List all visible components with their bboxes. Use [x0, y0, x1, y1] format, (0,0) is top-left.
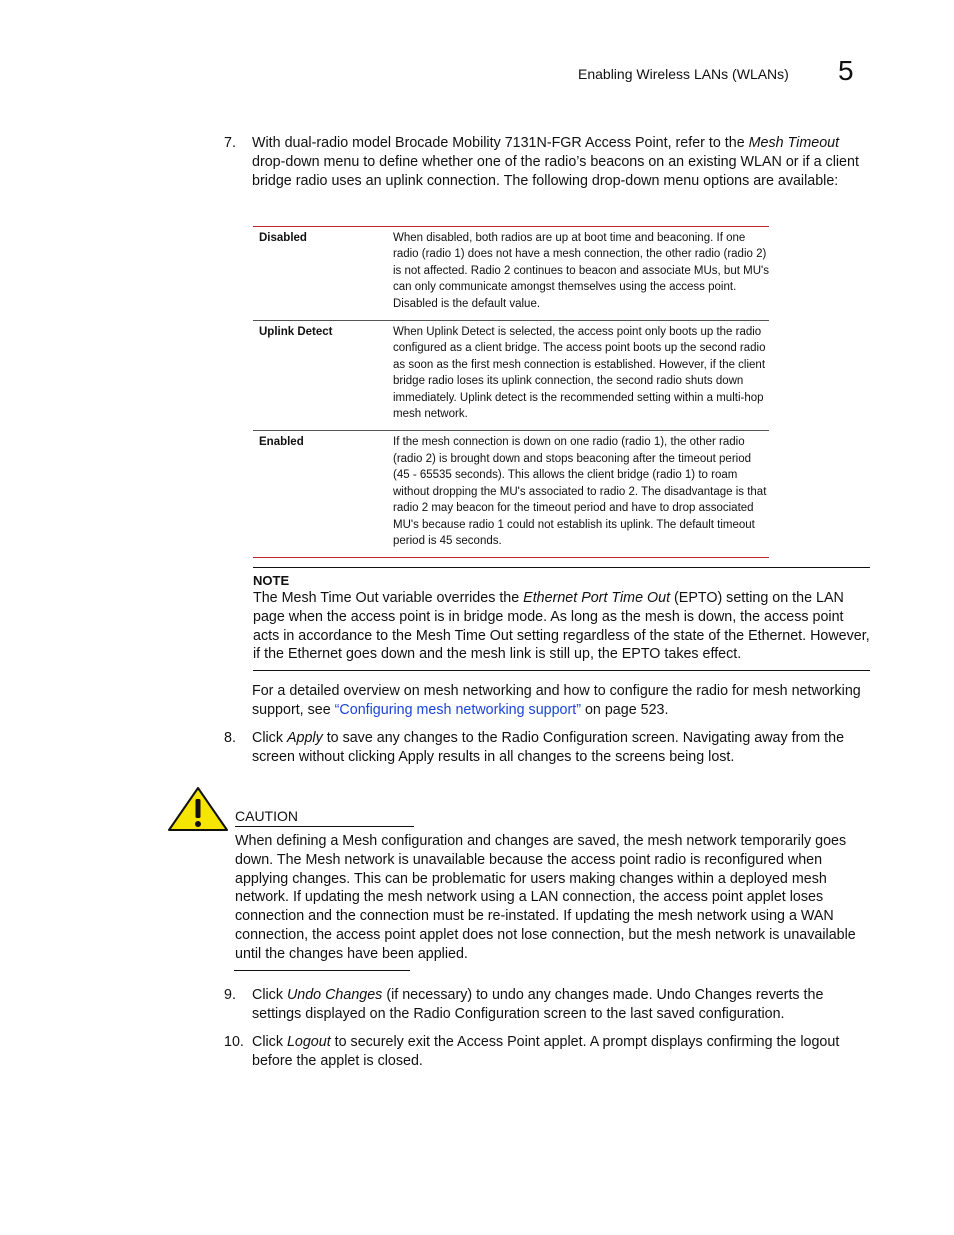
caution-text: When defining a Mesh configuration and changes are saved, the mesh network temporarily goes down. The Mesh network is unavailable because the access point radio is reconfigured when applying changes. This can be problematic for users making changes within a deployed mesh network. If updating the mesh network using a LAN connection, the access point applet loses connection and the connection must be re-instated. If updating the mesh network using a WAN connection, the access point applet does not lose connection, but the mesh network is unavailable until the changes have been applied.: [235, 833, 856, 962]
option-description: If the mesh connection is down on one radio (radio 1), the other radio (radio 2) is brought down and stops beaconing after the timeout period (45 - 65535 seconds). This allows the client bridge (radio 1) to roam without dropping the MU's associated to radio 2. The disadvantage is that radio 2 may beacon for the timeout period and have to drop associated MU's because radio 1 could not establish its uplink. The default timeout period is 45 seconds.: [393, 436, 767, 547]
note-text: The Mesh Time Out variable overrides the Ethernet Port Time Out (EPTO) setting on the LAN page when the access point is in bridge mode. As long as the mesh is down, the access point acts in accordance to the Mesh Time Out setting regardless of the state of the Ethernet. However, if the Ethernet goes down and the mesh link is still up, the EPTO takes effect.: [253, 590, 870, 663]
step-number: 9.: [224, 987, 236, 1003]
note-box: [253, 567, 870, 671]
step-number: 10.: [224, 1034, 244, 1050]
step-9: [224, 986, 864, 1024]
step-7: [224, 134, 864, 190]
step-number: 7.: [224, 135, 236, 151]
step-text: Click Undo Changes (if necessary) to undo any changes made. Undo Changes reverts the settings displayed on the Radio Configuration screen to the last saved configuration.: [252, 987, 824, 1022]
note-label: NOTE: [253, 573, 290, 588]
step-text: Click Apply to save any changes to the Radio Configuration screen. Navigating away from the screen without clicking Apply results in all changes to the screens being lost.: [252, 730, 845, 765]
option-description: When Uplink Detect is selected, the access point only boots up the radio configured as a client bridge. The access point boots up the second radio as soon as the first mesh connection is established. However, if the client bridge radio loses its uplink connection, the second radio shuts down immediately. Uplink detect is the recommended setting within a multi-hop mesh network.: [393, 326, 766, 421]
step-text: With dual-radio model Brocade Mobility 7131N-FGR Access Point, refer to the Mesh Timeout drop-down menu to define whether one of the radio’s beacons on an existing WLAN or if a client bridge radio uses an uplink connection. The following drop-down menu options are available:: [252, 135, 859, 189]
caution-divider: [234, 970, 410, 971]
section-title: Enabling Wireless LANs (WLANs): [578, 66, 789, 82]
option-name: Uplink Detect: [259, 326, 333, 339]
table-row: [253, 430, 769, 557]
step-10: [224, 1033, 864, 1071]
warning-triangle-icon: [167, 786, 229, 832]
table-row: [253, 320, 769, 430]
table-row: [253, 227, 769, 320]
overview-paragraph: For a detailed overview on mesh networking and how to configure the radio for mesh networking support, see “Configuring mesh networking support” on page 523.: [252, 683, 861, 718]
step-8: [224, 729, 864, 767]
option-name: Disabled: [259, 232, 307, 244]
step-number: 8.: [224, 730, 236, 746]
option-description: When disabled, both radios are up at boot time and beaconing. If one radio (radio 1) does not have a mesh connection, the other radio (radio 2) is not affected. Radio 2 continues to beacon and associate MUs, but MU's can only communicate amongst themselves using the access point. Disabled is the default value.: [393, 232, 769, 310]
caution-label: CAUTION: [235, 808, 414, 827]
mesh-timeout-options-table: [253, 226, 769, 558]
option-name: Enabled: [259, 436, 304, 449]
chapter-number: 5: [838, 55, 854, 86]
mesh-networking-link[interactable]: “Configuring mesh networking support”: [334, 701, 581, 718]
step-text: Click Logout to securely exit the Access Point applet. A prompt displays confirming the logout before the applet is closed.: [252, 1034, 840, 1069]
